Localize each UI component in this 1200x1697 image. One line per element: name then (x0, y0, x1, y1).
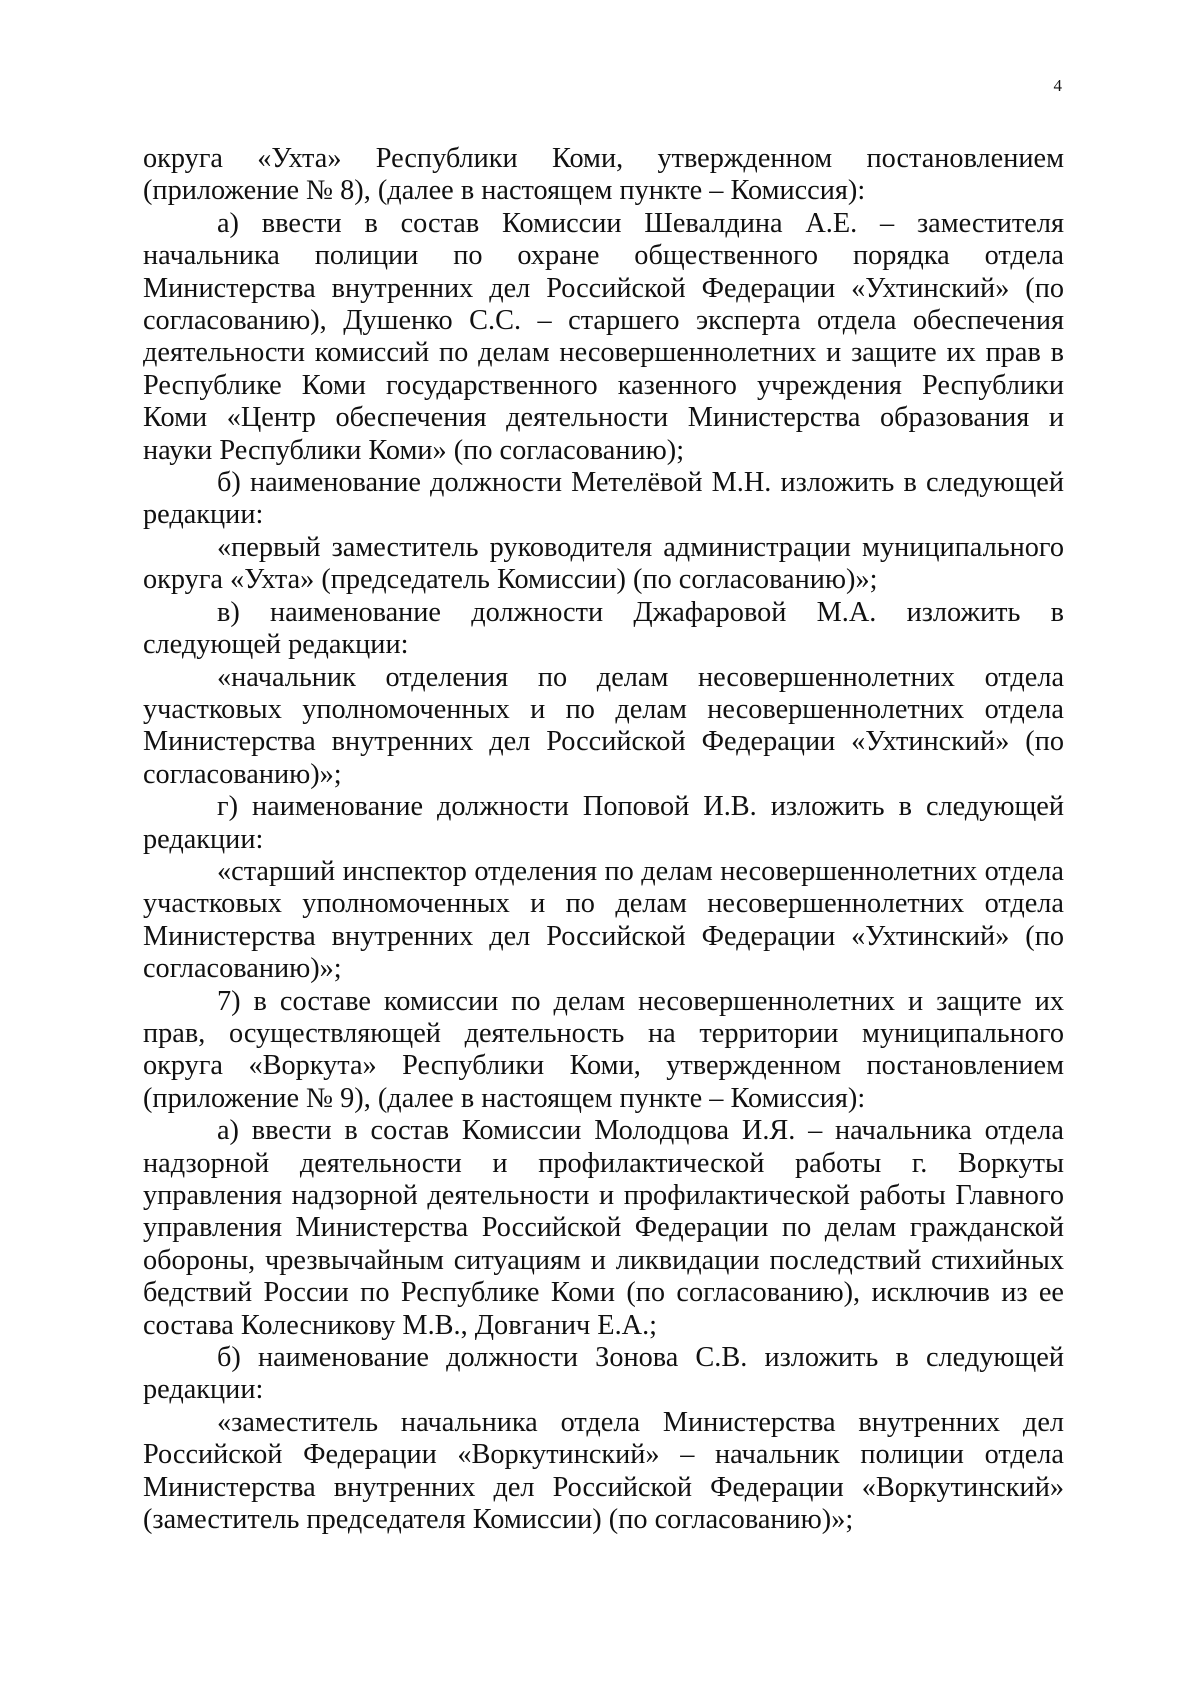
paragraph-ukhta-item-v-quote: «начальник отделения по делам несовершеннолетних отдела участковых уполномоченных и по делам несовершеннолетних отдела Министерства внутренних дел Российской Федерации «Ухтинский» (по согласованию)»; (143, 661, 1064, 790)
paragraph-vorkuta-item-b-quote: «заместитель начальника отдела Министерства внутренних дел Российской Федерации «Воркутинский» – начальник полиции отдела Министерства внутренних дел Российской Федерации «Воркутинский» (заместитель председателя Комиссии) (по согласованию)»; (143, 1406, 1064, 1536)
paragraph-continuation-okrug-ukhta: округа «Ухта» Республики Коми, утвержденном постановлением (приложение № 8), (далее в настоящем пункте – Комиссия): (143, 143, 1064, 207)
paragraph-ukhta-item-g: г) наименование должности Поповой И.В. изложить в следующей редакции: (143, 791, 1064, 855)
paragraph-vorkuta-item-b: б) наименование должности Зонова С.В. изложить в следующей редакции: (143, 1342, 1064, 1406)
paragraph-ukhta-item-v: в) наименование должности Джафаровой М.А. изложить в следующей редакции: (143, 596, 1064, 661)
page-number: 4 (1053, 76, 1062, 95)
paragraph-item-7-vorkuta: 7) в составе комиссии по делам несовершеннолетних и защите их прав, осуществляющей деятельность на территории муниципального округа «Воркута» Республики Коми, утвержденном постановлением (приложение № 9), (далее в настоящем пункте – Комиссия): (143, 985, 1064, 1114)
paragraph-vorkuta-item-a: а) ввести в состав Комиссии Молодцова И.Я. – начальника отдела надзорной деятельности и профилактической работы г. Воркуты управления надзорной деятельности и профилактической работы Главного управления Министерства Российской Федерации по делам гражданской обороны, чрезвычайным ситуациям и ликвидации последствий стихийных бедствий России по Республике Коми (по согласованию), исключив из ее состава Колесникову М.В., Довганич Е.А.; (143, 1115, 1064, 1341)
paragraph-ukhta-item-a: а) ввести в состав Комиссии Шевалдина А.Е. – заместителя начальника полиции по охране общественного порядка отдела Министерства внутренних дел Российской Федерации «Ухтинский» (по согласованию), Душенко С.С. – старшего эксперта отдела обеспечения деятельности комиссий по делам несовершеннолетних и защите их прав в Республике Коми государственного казенного учреждения Республики Коми «Центр обеспечения деятельности Министерства образования и науки Республики Коми» (по согласованию); (143, 207, 1064, 466)
document-body (143, 143, 1064, 1536)
paragraph-ukhta-item-b-quote: «первый заместитель руководителя администрации муниципального округа «Ухта» (председатель Комиссии) (по согласованию)»; (143, 531, 1064, 596)
paragraph-ukhta-item-g-quote: «старший инспектор отделения по делам несовершеннолетних отдела участковых уполномоченных и по делам несовершеннолетних отдела Министерства внутренних дел Российской Федерации «Ухтинский» (по согласованию)»; (143, 855, 1064, 985)
paragraph-ukhta-item-b: б) наименование должности Метелёвой М.Н. изложить в следующей редакции: (143, 467, 1064, 531)
